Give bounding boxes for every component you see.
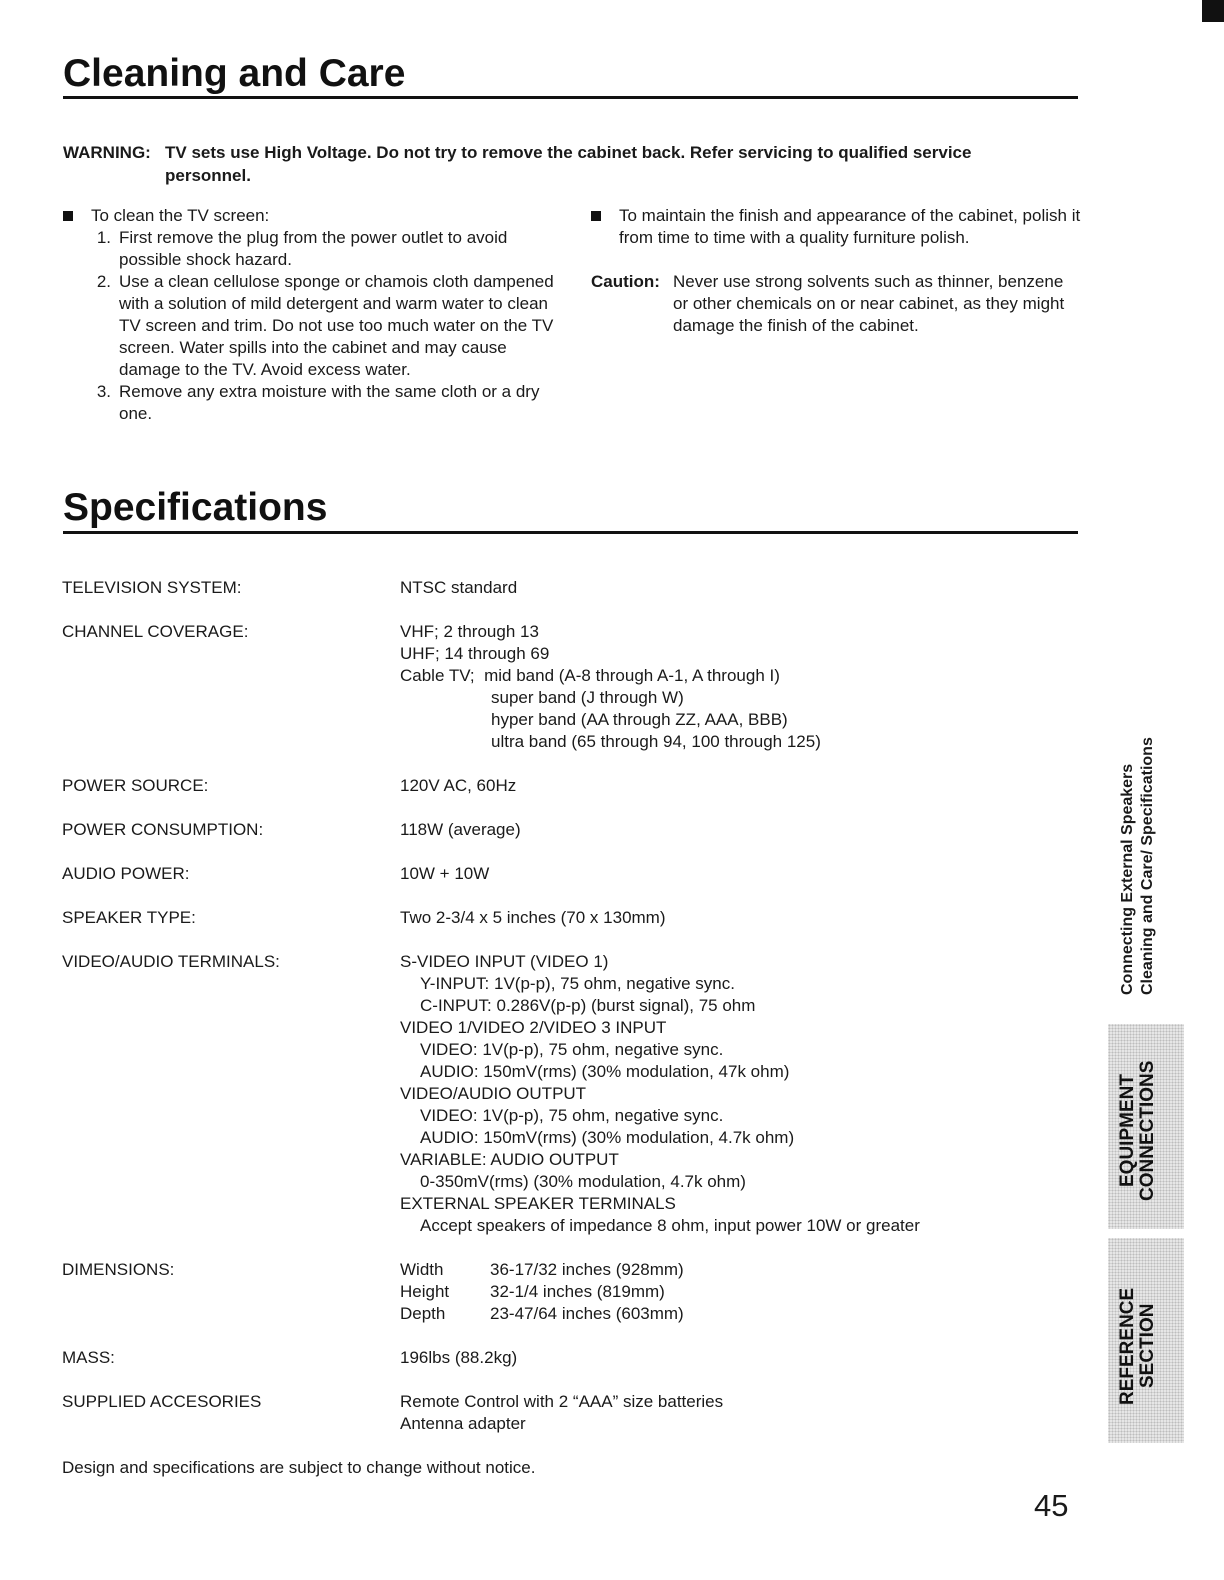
spec-table	[62, 577, 1082, 1457]
warning-block	[63, 141, 1073, 187]
page-number: 45	[1034, 1488, 1069, 1523]
table-row: CHANNEL COVERAGE: VHF; 2 through 13 UHF; 14 through 69 Cable TV; mid band (A-8 through A-1, A through I) super band (J through W) hyper band (AA through ZZ, AAA, BBB) ultra band (65 through 94, 100 through 125)	[62, 622, 821, 751]
title-rule	[63, 96, 1078, 99]
table-row: TELEVISION SYSTEM: NTSC standard	[62, 578, 518, 597]
tab-equipment-connections[interactable]: EQUIPMENT CONNECTIONS	[1108, 1024, 1184, 1229]
terminal-line: Y-INPUT: 1V(p-p), 75 ohm, negative sync.	[420, 974, 735, 993]
terminal-line: VIDEO/AUDIO OUTPUT	[400, 1084, 587, 1103]
table-row: SUPPLIED ACCESORIES Remote Control with 2 “AAA” size batteries Antenna adapter	[62, 1392, 724, 1433]
terminal-lines	[400, 951, 1082, 1237]
terminal-line: VIDEO: 1V(p-p), 75 ohm, negative sync.	[420, 1040, 724, 1059]
table-row: POWER CONSUMPTION: 118W (average)	[62, 820, 521, 839]
caution-text: Never use strong solvents such as thinner, benzene or other chemicals on or near cabinet, as they might damage the finish of the cabinet.	[673, 272, 1065, 335]
cabinet-care-text: To maintain the finish and appearance of the cabinet, polish it from time to time with a quality furniture polish.	[619, 206, 1081, 247]
cleaning-title: Cleaning and Care	[63, 52, 406, 95]
warning-text: TV sets use High Voltage. Do not try to remove the cabinet back. Refer servicing to qualified service	[165, 143, 972, 162]
table-row: SPEAKER TYPE: Two 2-3/4 x 5 inches (70 x 130mm)	[62, 908, 666, 927]
warning-text-cont: personnel.	[165, 166, 251, 185]
caution-label: Caution:	[591, 272, 660, 291]
table-row: MASS: 196lbs (88.2kg)	[62, 1348, 518, 1367]
specs-title: Specifications	[63, 486, 328, 529]
cleaning-steps	[63, 227, 563, 425]
corner-registration-mark	[1202, 0, 1224, 22]
bullet-icon	[591, 211, 601, 221]
tab-reference-section[interactable]: REFERENCE SECTION	[1108, 1238, 1184, 1443]
section-side-label: Connecting External Speakers Cleaning and Care/ Specifications	[1119, 737, 1156, 995]
cleaning-left-column	[63, 205, 563, 425]
table-row: POWER SOURCE: 120V AC, 60Hz	[62, 776, 517, 795]
clean-screen-intro: To clean the TV screen:	[91, 206, 270, 225]
warning-lead: WARNING:	[63, 143, 151, 162]
terminal-line: S-VIDEO INPUT (VIDEO 1)	[400, 952, 609, 971]
list-item: 2. Use a clean cellulose sponge or chamois cloth dampened with a solution of mild detergent and warm water to clean TV screen and trim. Do not use too much water on the TV screen. Water spills into the cabinet and may cause damage to the TV. Avoid excess water.	[96, 272, 554, 379]
list-item: 1. First remove the plug from the power outlet to avoid possible shock hazard.	[96, 228, 508, 269]
specs-rule	[63, 531, 1078, 534]
terminal-line: EXTERNAL SPEAKER TERMINALS	[400, 1194, 676, 1213]
table-row: DIMENSIONS: Width 36-17/32 inches (928mm) Height 32-1/4 inches (819mm) Depth 23-47/64 inches (603mm)	[62, 1260, 684, 1323]
cleaning-right-column	[591, 205, 1081, 337]
terminal-line: Accept speakers of impedance 8 ohm, input power 10W or greater	[420, 1216, 920, 1235]
caution-block	[591, 271, 1081, 337]
table-row: AUDIO POWER: 10W + 10W	[62, 864, 490, 883]
terminal-line: VIDEO 1/VIDEO 2/VIDEO 3 INPUT	[400, 1018, 667, 1037]
table-row: VIDEO/AUDIO TERMINALS: S-VIDEO INPUT (VIDEO 1) Y-INPUT: 1V(p-p), 75 ohm, negative sync. C-INPUT: 0.286V(p-p) (burst signal), 75 ohm VIDEO 1/VIDEO 2/VIDEO 3 INPUT VIDEO: 1V(p-p), 75 ohm, negative sync. AUDIO: 150mV(rms) (30% modulation, 47k ohm) VIDEO/AUDIO OUTPUT VIDEO: 1V(p-p), 75 ohm, negative sync. AUDIO: 150mV(rms) (30% modulation, 4.7k ohm) VARIABLE: AUDIO OUTPUT 0-350mV(rms) (30% modulation, 4.7k ohm) EXTERNAL SPEAKER TERMINALS Accept speakers of impedance 8 ohm, input power 10W or greater	[62, 951, 1082, 1237]
change-notice: Design and specifications are subject to change without notice.	[62, 1458, 536, 1477]
terminal-line: AUDIO: 150mV(rms) (30% modulation, 47k ohm)	[420, 1062, 790, 1081]
list-item: 3. Remove any extra moisture with the same cloth or a dry one.	[96, 382, 540, 423]
terminal-line: AUDIO: 150mV(rms) (30% modulation, 4.7k ohm)	[420, 1128, 795, 1147]
bullet-icon	[63, 211, 73, 221]
terminal-line: VARIABLE: AUDIO OUTPUT	[400, 1150, 619, 1169]
terminal-line: C-INPUT: 0.286V(p-p) (burst signal), 75 ohm	[420, 996, 756, 1015]
terminal-line: 0-350mV(rms) (30% modulation, 4.7k ohm)	[420, 1172, 746, 1191]
terminal-line: VIDEO: 1V(p-p), 75 ohm, negative sync.	[420, 1106, 724, 1125]
